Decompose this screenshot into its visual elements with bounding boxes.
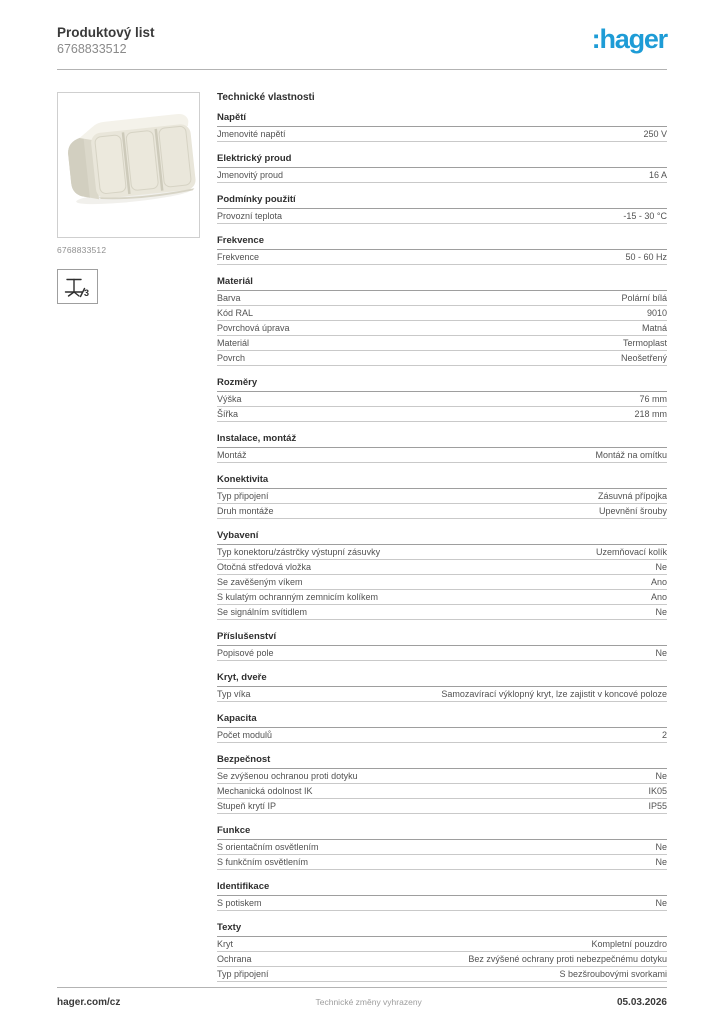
spec-value: Samozavírací výklopný kryt, lze zajistit v koncové poloze [441,689,667,699]
spec-value: Polární bílá [621,293,667,303]
product-image-caption: 6768833512 [57,245,107,255]
section-title: Texty [217,923,667,937]
spec-value: Zásuvná přípojka [597,491,667,501]
spec-label: Barva [217,293,241,303]
spec-value: Kompletní pouzdro [591,939,667,949]
spec-section [217,113,667,142]
spec-label: Povrch [217,353,246,363]
section-rows [217,545,667,620]
spec-section [217,378,667,422]
spec-row [217,728,667,743]
hager-logo: :hager [591,24,667,54]
spec-row [217,855,667,870]
spec-row [217,407,667,422]
spec-row [217,209,667,224]
spec-value: Termoplast [622,338,667,348]
section-title: Podmínky použití [217,195,667,209]
section-rows [217,728,667,743]
section-rows [217,896,667,911]
spec-row [217,937,667,952]
spec-row [217,590,667,605]
spec-label: S potiskem [217,898,262,908]
section-rows [217,168,667,183]
spec-label: Typ konektoru/zástrčky výstupní zásuvky [217,547,381,557]
table-sections [217,113,667,982]
section-title: Instalace, montáž [217,434,667,448]
mounting-pictogram-icon [63,275,92,299]
section-rows [217,209,667,224]
spec-value: Montáž na omítku [595,450,667,460]
spec-label: Typ připojení [217,969,269,979]
spec-label: Mechanická odolnost IK [217,786,313,796]
spec-value: IP55 [648,801,667,811]
spec-row [217,250,667,265]
spec-row [217,896,667,911]
product-image-frame [57,92,200,238]
spec-value: Ne [655,648,667,658]
spec-row [217,336,667,351]
spec-value: Ne [655,562,667,572]
spec-label: Typ připojení [217,491,269,501]
spec-label: S orientačním osvětlením [217,842,319,852]
spec-row [217,784,667,799]
spec-label: Šířka [217,409,239,419]
spec-section [217,531,667,620]
spec-value: Ne [655,898,667,908]
spec-value: 250 V [643,129,667,139]
spec-value: IK05 [648,786,667,796]
spec-label: Frekvence [217,252,260,262]
spec-label: Druh montáže [217,506,274,516]
spec-value: S bezšroubovými svorkami [559,969,667,979]
spec-value: -15 - 30 °C [623,211,667,221]
spec-label: Otočná středová vložka [217,562,312,572]
section-title: Elektrický proud [217,154,667,168]
left-column [57,92,200,304]
spec-section [217,673,667,702]
pictogram-label: 3 [84,287,90,298]
table-title: Technické vlastnosti [217,92,315,103]
section-title: Kapacita [217,714,667,728]
section-rows [217,687,667,702]
spec-value: Matná [641,323,667,333]
spec-row [217,575,667,590]
spec-value: Upevnění šrouby [598,506,667,516]
spec-label: Se zavěšeným víkem [217,577,303,587]
spec-section [217,195,667,224]
spec-row [217,646,667,661]
spec-row [217,127,667,142]
spec-label: Materiál [217,338,250,348]
spec-section [217,475,667,519]
spec-label: Počet modulů [217,730,273,740]
spec-value: Uzemňovací kolík [595,547,667,557]
section-rows [217,840,667,870]
page-title: Produktový list [57,25,155,40]
spec-row [217,799,667,814]
spec-row [217,605,667,620]
spec-label: Jmenovitý proud [217,170,284,180]
product-number: 6768833512 [57,42,127,56]
section-rows [217,489,667,519]
section-title: Materiál [217,277,667,291]
section-title: Funkce [217,826,667,840]
spec-value: Ne [655,607,667,617]
spec-label: Se signálním svítidlem [217,607,308,617]
spec-row [217,306,667,321]
spec-section [217,826,667,870]
spec-value: 9010 [646,308,667,318]
section-rows [217,769,667,814]
spec-row [217,967,667,982]
section-rows [217,291,667,366]
spec-value: 76 mm [639,394,667,404]
spec-value: 16 A [648,170,667,180]
section-title: Identifikace [217,882,667,896]
spec-row [217,291,667,306]
spec-label: S kulatým ochranným zemnicím kolíkem [217,592,379,602]
spec-row [217,168,667,183]
spec-value: Ne [655,771,667,781]
pictogram-frame [57,269,98,304]
spec-row [217,952,667,967]
section-title: Vybavení [217,531,667,545]
spec-row [217,489,667,504]
section-rows [217,127,667,142]
spec-row [217,321,667,336]
product-image [60,99,197,219]
page-header [57,24,667,70]
spec-section [217,923,667,982]
section-rows [217,448,667,463]
spec-section [217,277,667,366]
spec-section [217,632,667,661]
section-title: Bezpečnost [217,755,667,769]
spec-section [217,714,667,743]
section-title: Rozměry [217,378,667,392]
section-title: Příslušenství [217,632,667,646]
spec-label: Kryt [217,939,234,949]
spec-section [217,236,667,265]
spec-label: Provozní teplota [217,211,283,221]
spec-value: 50 - 60 Hz [625,252,667,262]
spec-row [217,687,667,702]
section-title: Konektivita [217,475,667,489]
spec-label: Se zvýšenou ochranou proti dotyku [217,771,358,781]
spec-label: Typ víka [217,689,251,699]
spec-label: S funkčním osvětlením [217,857,309,867]
footer-website-link[interactable]: hager.com/cz [57,997,121,1008]
spec-row [217,504,667,519]
spec-value: 218 mm [634,409,667,419]
section-title: Kryt, dveře [217,673,667,687]
section-title: Frekvence [217,236,667,250]
spec-value: Ano [650,592,667,602]
spec-value: Neošetřený [620,353,667,363]
spec-value: Ano [650,577,667,587]
header-title-block [57,24,155,57]
spec-row [217,392,667,407]
spec-value: 2 [661,730,667,740]
spec-row [217,351,667,366]
spec-value: Ne [655,842,667,852]
technical-properties-table [217,92,667,982]
spec-label: Jmenovité napětí [217,129,286,139]
spec-label: Popisové pole [217,648,274,658]
spec-label: Ochrana [217,954,252,964]
section-rows [217,250,667,265]
spec-row [217,840,667,855]
spec-label: Povrchová úprava [217,323,290,333]
spec-row [217,448,667,463]
spec-section [217,882,667,911]
spec-section [217,755,667,814]
spec-section [217,154,667,183]
spec-row [217,545,667,560]
page-footer [57,987,667,1008]
footer-date: 05.03.2026 [616,997,667,1008]
spec-row [217,769,667,784]
section-rows [217,937,667,982]
content-area [57,92,667,987]
section-rows [217,392,667,422]
spec-label: Výška [217,394,242,404]
section-title: Napětí [217,113,667,127]
spec-label: Stupeň krytí IP [217,801,277,811]
spec-label: Kód RAL [217,308,254,318]
spec-section [217,434,667,463]
spec-label: Montáž [217,450,247,460]
spec-value: Bez zvýšené ochrany proti nebezpečnému dotyku [468,954,667,964]
footer-disclaimer: Technické změny vyhrazeny [315,997,422,1007]
spec-row [217,560,667,575]
section-rows [217,646,667,661]
spec-value: Ne [655,857,667,867]
